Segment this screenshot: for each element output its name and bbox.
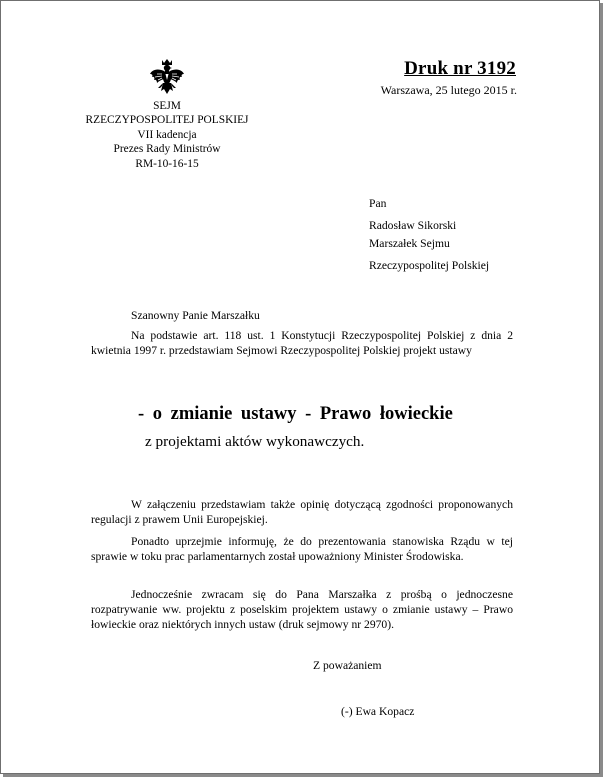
polish-eagle-icon (149, 58, 185, 98)
bill-subtitle: z projektami aktów wykonawczych. (145, 433, 365, 450)
intro-paragraph: Na podstawie art. 118 ust. 1 Konstytucji Rzeczypospolitej Polskiej z dnia 2 kwietnia 1997 r. przedstawiam Sejmowi Rzeczypospolitej Polskiej projekt ustawy (91, 329, 513, 357)
sejm-header (61, 99, 273, 171)
recipient-line: Marszałek Sejmu (369, 237, 450, 250)
sejm-line: Prezes Rady Ministrów (113, 143, 221, 156)
sejm-line: RZECZYPOSPOLITEJ POLSKIEJ (85, 114, 249, 127)
bill-title: - o zmianie ustawy - Prawo łowieckie (138, 404, 453, 424)
sejm-line: SEJM (153, 100, 181, 112)
letter-date: Warszawa, 25 lutego 2015 r. (380, 83, 517, 97)
paragraph-representative: Ponadto uprzejmie informuję, że do prezentowania stanowiska Rządu w tej sprawie w toku prac parlamentarnych został upoważniony Minister Środowiska. (91, 535, 513, 563)
sejm-line: RM-10-16-15 (135, 157, 199, 170)
recipient-line: Rzeczypospolitej Polskiej (369, 259, 490, 272)
sejm-line: VII kadencja (137, 128, 197, 141)
paragraph-joint-review: Jednocześnie zwracam się do Pana Marszałka z prośbą o jednoczesne rozpatrywanie ww. projektu z poselskim projektem ustawy o zmianie ustawy – Prawo łowieckie oraz niektórych innych ustaw (druk sejmowy nr 2970). (91, 588, 513, 631)
signature: (-) Ewa Kopacz (341, 705, 415, 718)
recipient-line: Radosław Sikorski (369, 219, 457, 232)
paragraph-eu-opinion: W załączeniu przedstawiam także opinię dotyczącą zgodności proponowanych regulacji z prawem Unii Europejskiej. (91, 498, 513, 526)
druk-number: Druk nr 3192 (404, 58, 516, 79)
recipient-line: Pan (369, 197, 387, 210)
closing-phrase: Z poważaniem (313, 659, 382, 672)
salutation: Szanowny Panie Marszałku (131, 309, 260, 322)
